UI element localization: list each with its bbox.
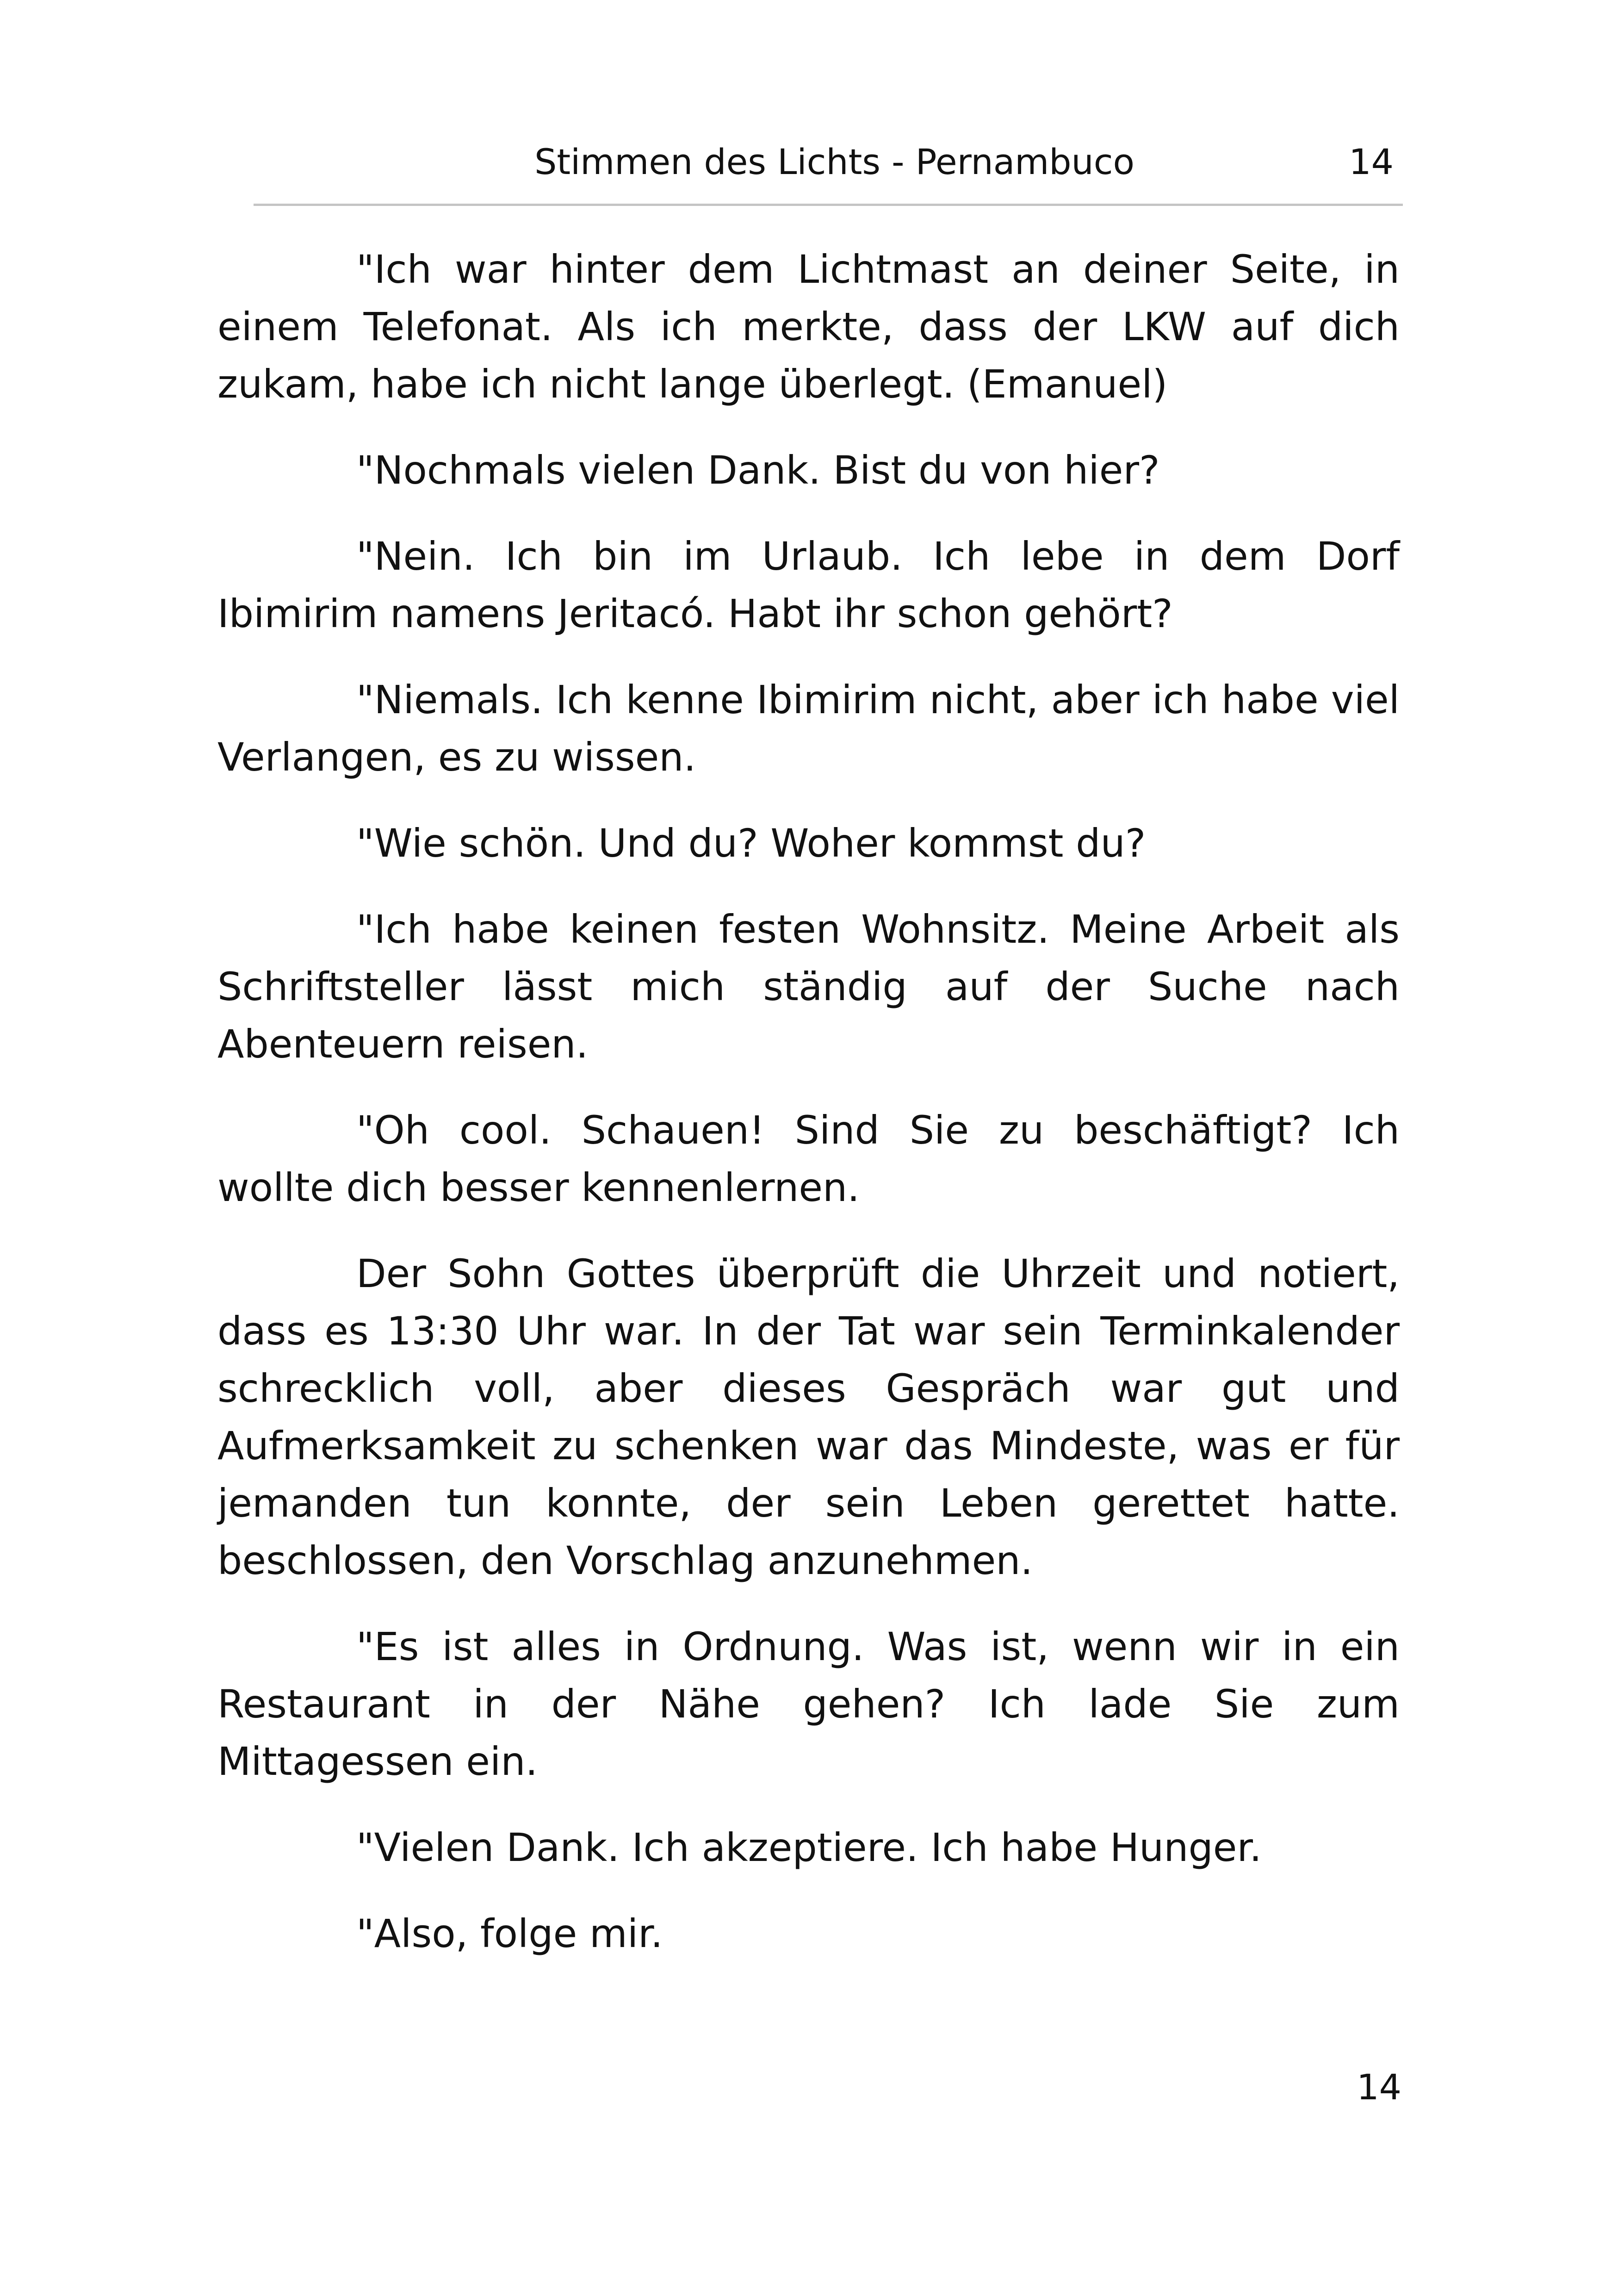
- paragraph: "Oh cool. Schauen! Sind Sie zu beschäftigt? Ich wollte dich besser kennenlernen.: [217, 1108, 1400, 1210]
- header-page-number: 14: [1349, 141, 1394, 182]
- running-title: Stimmen des Lichts - Pernambuco: [534, 141, 1134, 182]
- page-header: [254, 134, 1403, 206]
- paragraph: "Niemals. Ich kenne Ibimirim nicht, aber ich habe viel Verlangen, es zu wissen.: [217, 677, 1400, 780]
- paragraph: "Es ist alles in Ordnung. Was ist, wenn wir in ein Restaurant in der Nähe gehen? Ich lade Sie zum Mittagessen ein.: [217, 1624, 1400, 1784]
- body-text: [217, 241, 1400, 1991]
- paragraph: "Vielen Dank. Ich akzeptiere. Ich habe Hunger.: [356, 1825, 1262, 1870]
- paragraph: "Nein. Ich bin im Urlaub. Ich lebe in dem Dorf Ibimirim namens Jeritacó. Habt ihr schon gehört?: [217, 534, 1400, 636]
- footer-page-number: 14: [1357, 2066, 1401, 2108]
- paragraph: "Nochmals vielen Dank. Bist du von hier?: [356, 448, 1160, 493]
- paragraph: "Wie schön. Und du? Woher kommst du?: [356, 821, 1146, 866]
- paragraph: "Ich war hinter dem Lichtmast an deiner Seite, in einem Telefonat. Als ich merkte, dass der LKW auf dich zukam, habe ich nicht lange überlegt. (Emanuel): [217, 247, 1400, 407]
- paragraph: "Ich habe keinen festen Wohnsitz. Meine Arbeit als Schriftsteller lässt mich ständig auf der Suche nach Abenteuern reisen.: [217, 907, 1400, 1067]
- paragraph: "Also, folge mir.: [356, 1911, 663, 1956]
- paragraph: Der Sohn Gottes überprüft die Uhrzeit und notiert, dass es 13:30 Uhr war. In der Tat war sein Terminkalender schrecklich voll, aber dieses Gespräch war gut und Aufmerksamkeit zu schenken war das Mindeste, was er für jemanden tun konnte, der sein Leben gerettet hatte. beschlossen, den Vorschlag anzunehmen.: [217, 1251, 1400, 1583]
